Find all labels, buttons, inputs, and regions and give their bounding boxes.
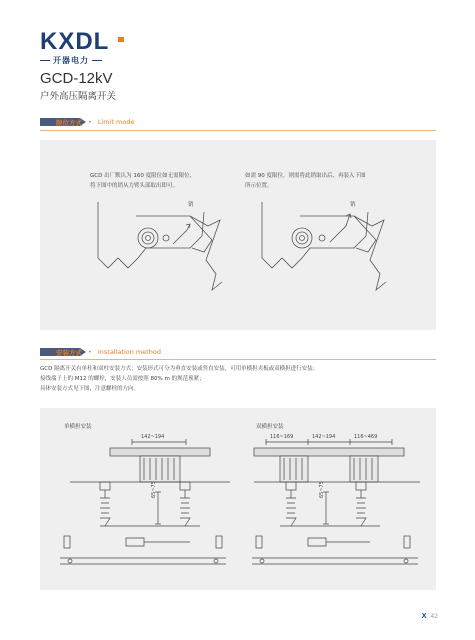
single-dim-side: 65~75 bbox=[151, 481, 157, 498]
limit-diagram-left bbox=[98, 202, 222, 290]
single-crossarm-diagram bbox=[60, 439, 230, 564]
double-crossarm-diagram bbox=[252, 439, 420, 564]
limit-diagrams bbox=[40, 140, 436, 330]
limit-section-header bbox=[40, 118, 134, 126]
double-dim-a: 116~169 bbox=[270, 434, 294, 440]
install-desc-line: 接线端子上的 M12 的螺栓，安装人员需按照 80% m 的规范预紧； bbox=[40, 376, 205, 382]
double-dim-side: 65~75 bbox=[319, 481, 325, 498]
double-dim-c: 116~469 bbox=[354, 434, 378, 440]
limit-right-note-line: 所示位置。 bbox=[245, 183, 273, 189]
pin-label-left: 销 bbox=[188, 202, 194, 208]
install-description bbox=[40, 364, 318, 394]
footer-brand-mark: X bbox=[421, 613, 427, 620]
limit-left-note-line: GCD 出厂默认为 160 度限位如无需限位, bbox=[90, 173, 192, 179]
limit-mode-panel bbox=[40, 140, 436, 330]
limit-title-sep: • bbox=[88, 118, 92, 126]
logo-text: KXDL bbox=[40, 28, 110, 55]
double-dim-b: 142~194 bbox=[312, 434, 336, 440]
install-diagrams-panel bbox=[40, 408, 436, 590]
limit-title-en: Limit mode bbox=[97, 118, 135, 126]
logo-tagline bbox=[40, 55, 109, 66]
limit-title-cn: 限位方式 bbox=[56, 118, 82, 127]
limit-left-note-line: 将下图中的销从力臂头部取出即可。 bbox=[90, 183, 179, 189]
product-model: GCD-12kV bbox=[40, 70, 113, 87]
install-desc-line: GCD 隔离开关有单柱和双柱安装方式；安装形式可分为垂直安装或竖直安装，可用单横担夹板或双横担进行安装； bbox=[40, 366, 319, 372]
company-logo bbox=[40, 30, 109, 66]
install-section-header bbox=[40, 348, 161, 356]
limit-diagram-right bbox=[262, 202, 386, 290]
pin-label-right: 销 bbox=[350, 202, 356, 208]
page-number: 42 bbox=[430, 613, 438, 620]
single-crossarm-label: 单横担安装 bbox=[64, 424, 92, 430]
page-footer bbox=[422, 613, 438, 620]
install-section-rule bbox=[40, 359, 436, 360]
install-title-sep: • bbox=[88, 348, 92, 356]
double-crossarm-label: 双横担安装 bbox=[256, 424, 284, 430]
logo-tagline-text: 开器电力 bbox=[53, 56, 89, 65]
logo-accent bbox=[118, 37, 124, 42]
limit-right-note-line: 如需 90 度限位，则需将此销取出后、再装入下图 bbox=[245, 173, 366, 179]
install-title-cn: 安装方式 bbox=[56, 348, 82, 357]
install-title-en: Installation method bbox=[97, 348, 162, 356]
install-desc-line: 具体安装方式见下图，注意螺栓的方向。 bbox=[40, 386, 140, 392]
product-name: 户外高压隔离开关 bbox=[40, 91, 117, 102]
single-dim-top: 142~194 bbox=[141, 434, 165, 440]
limit-section-rule bbox=[40, 130, 436, 131]
